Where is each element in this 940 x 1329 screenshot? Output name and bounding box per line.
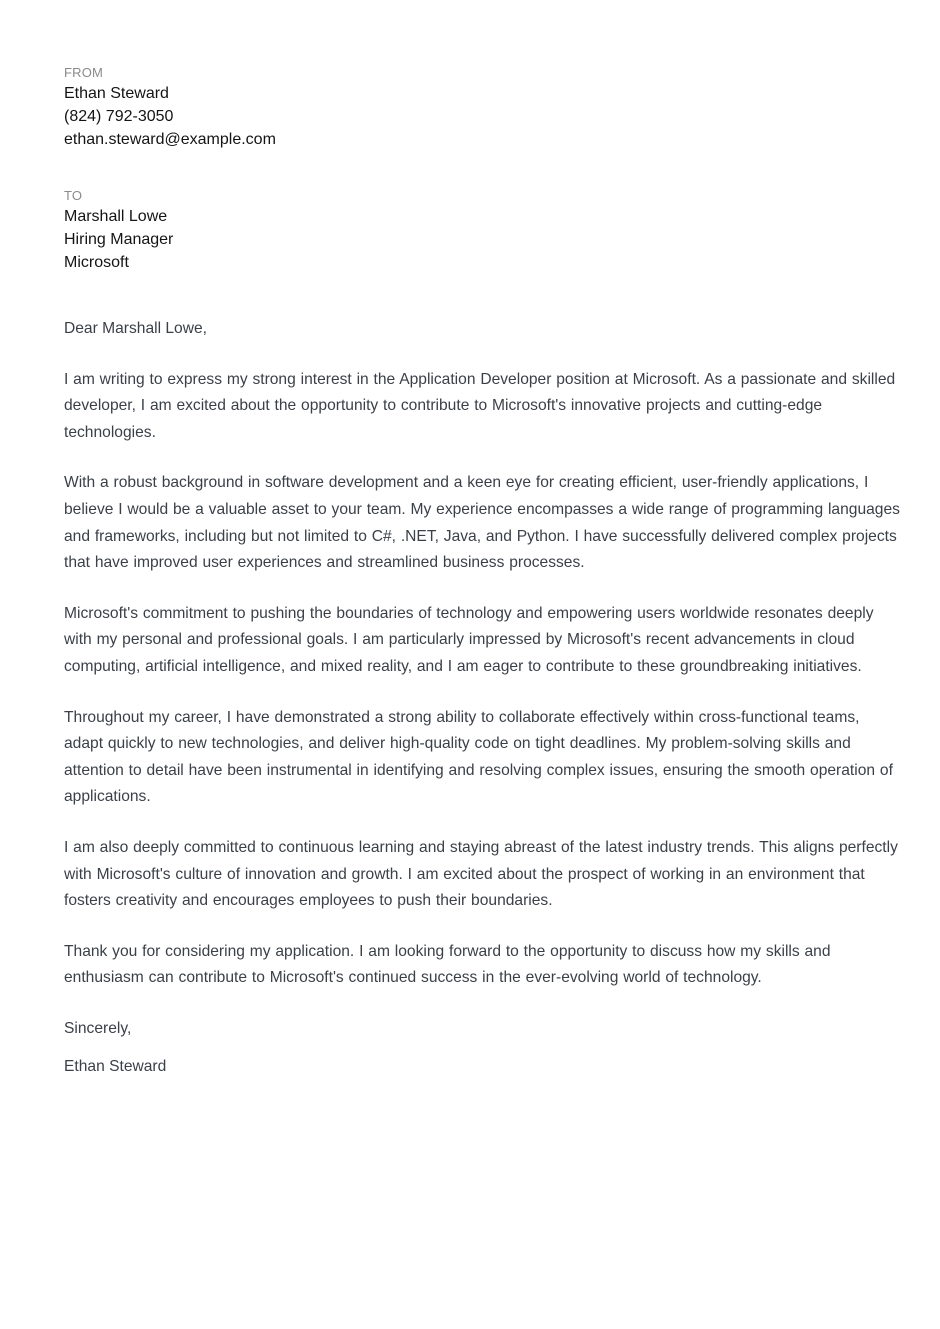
paragraph-learning: I am also deeply committed to continuous learning and staying abreast of the latest industry trends. This aligns perfectly with Microsoft's culture of innovation and growth. I am excited about the prospect of working in an environment that fosters creativity and encourages employees to push their boundaries. [64,838,898,910]
from-label: FROM [64,65,104,80]
paragraph-company-fit: Microsoft's commitment to pushing the boundaries of technology and empowering users worldwide resonates deeply with my personal and professional goals. I am particularly impressed by Microsoft's recent advancements in cloud computing, artificial intelligence, and mixed reality, and I am eager to contribute to these groundbreaking initiatives. [64,604,874,675]
paragraph-thanks: Thank you for considering my application. I am looking forward to the opportunity to discuss how my skills and enthusiasm can contribute to Microsoft's continued success in the ever-evolving world of technology. [64,942,831,987]
recipient-company: Microsoft [64,254,129,271]
paragraph-experience: With a robust background in software development and a keen eye for creating efficient, user-friendly applications, I believe I would be a valuable asset to your team. My experience encompasses a wide range of programming languages and frameworks, including but not limited to C#, .NET, Java, and Python. I have successfully delivered complex projects that have improved user experiences and streamlined business processes. [64,474,900,572]
sender-block [64,64,900,151]
sender-email: ethan.steward@example.com [64,131,276,148]
recipient-title: Hiring Manager [64,231,174,248]
paragraph-intro: I am writing to express my strong interest in the Application Developer position at Microsoft. As a passionate and skilled developer, I am excited about the opportunity to contribute to Microsoft's innovative projects and cutting-edge technologies. [64,370,896,441]
closing: Sincerely, [64,1019,132,1037]
cover-letter-page [64,64,900,1081]
letter-body [64,316,900,1081]
recipient-name: Marshall Lowe [64,208,168,225]
recipient-block [64,187,900,274]
sender-name: Ethan Steward [64,85,169,102]
paragraph-skills: Throughout my career, I have demonstrated a strong ability to collaborate effectively within cross-functional teams, adapt quickly to new technologies, and deliver high-quality code on tight deadlines. My problem-solving skills and attention to detail have been instrumental in identifying and resolving complex issues, ensuring the smooth operation of applications. [64,708,893,806]
to-label: TO [64,188,83,203]
sender-phone: (824) 792-3050 [64,108,174,125]
salutation: Dear Marshall Lowe, [64,320,208,337]
signature: Ethan Steward [64,1058,167,1076]
